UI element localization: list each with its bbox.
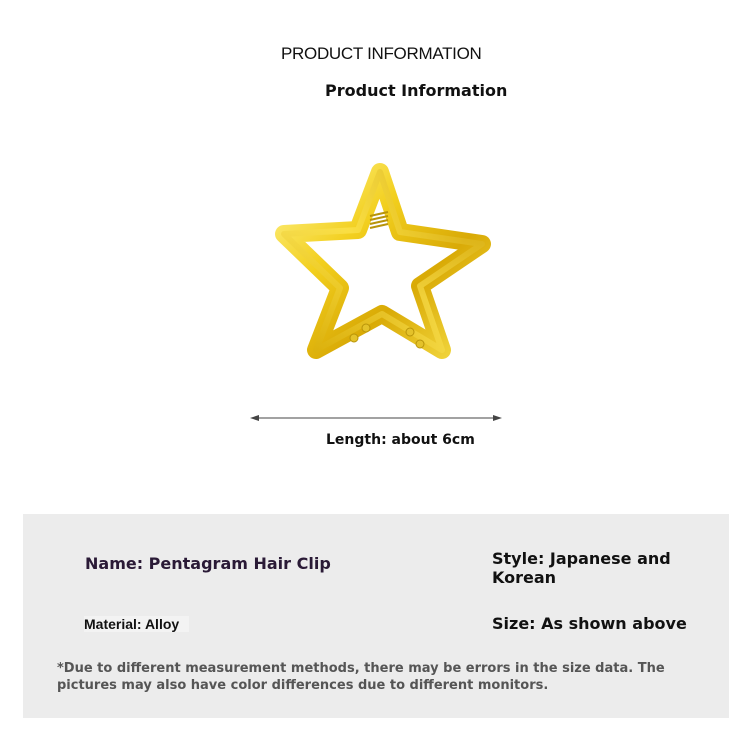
product-style: Style: Japanese and Korean [492, 549, 671, 587]
product-size: Size: As shown above [492, 614, 687, 633]
product-name: Name: Pentagram Hair Clip [85, 554, 331, 573]
star-hair-clip-icon [270, 160, 494, 370]
length-measure-arrow [250, 410, 502, 426]
page-subtitle: Product Information [325, 81, 508, 100]
disclaimer-text: *Due to different measurement methods, there may be errors in the size data. The pictures may also have color differences due to different monitors. [57, 661, 665, 693]
page-title: PRODUCT INFORMATION [281, 44, 482, 63]
length-label: Length: about 6cm [326, 432, 475, 448]
info-panel [23, 514, 729, 718]
product-material: Material: Alloy [84, 616, 189, 632]
